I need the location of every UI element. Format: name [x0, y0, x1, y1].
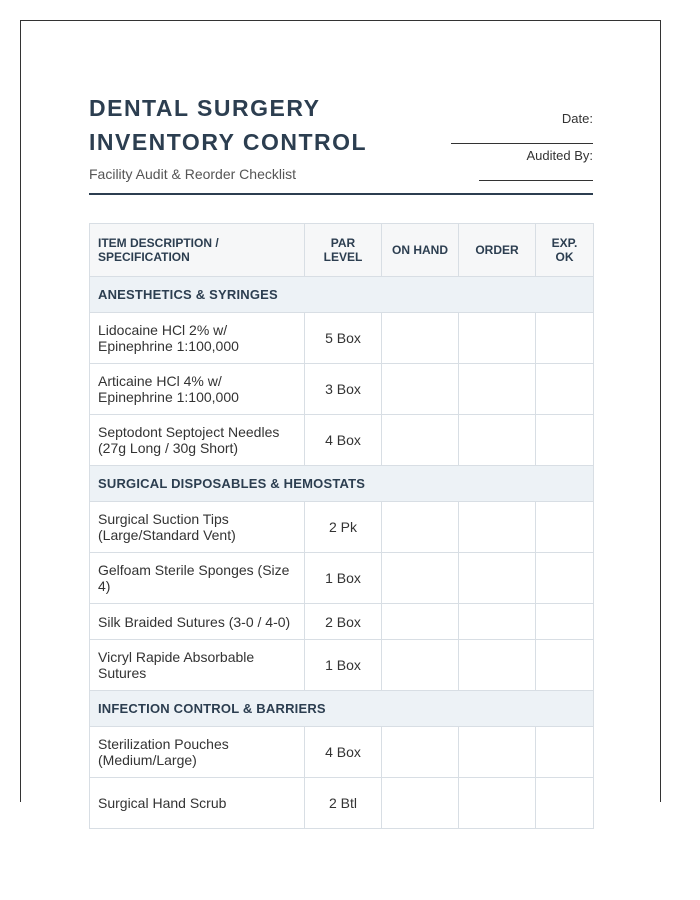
exp-ok-cell[interactable] [536, 553, 594, 604]
exp-ok-cell[interactable] [536, 778, 594, 829]
column-header-order: ORDER [459, 224, 536, 277]
column-header-on-hand: ON HAND [382, 224, 459, 277]
item-description: Septodont Septoject Needles (27g Long / 30g Short) [90, 415, 305, 466]
order-cell[interactable] [459, 640, 536, 691]
date-label: Date: [561, 111, 593, 126]
on-hand-cell[interactable] [382, 313, 459, 364]
inventory-table [89, 223, 594, 829]
table-row [90, 553, 594, 604]
item-description: Surgical Suction Tips (Large/Standard Vent) [90, 502, 305, 553]
order-cell[interactable] [459, 604, 536, 640]
par-level: 3 Box [305, 364, 382, 415]
audit-meta [448, 91, 593, 181]
exp-ok-cell[interactable] [536, 415, 594, 466]
on-hand-cell[interactable] [382, 553, 459, 604]
on-hand-cell[interactable] [382, 640, 459, 691]
on-hand-cell[interactable] [382, 604, 459, 640]
par-level: 2 Pk [305, 502, 382, 553]
table-body [90, 277, 594, 829]
order-cell[interactable] [459, 364, 536, 415]
on-hand-cell[interactable] [382, 415, 459, 466]
date-field[interactable] [451, 143, 593, 144]
item-description: Articaine HCl 4% w/ Epinephrine 1:100,000 [90, 364, 305, 415]
par-level: 2 Btl [305, 778, 382, 829]
item-description: Lidocaine HCl 2% w/ Epinephrine 1:100,000 [90, 313, 305, 364]
column-header-par-level: PAR LEVEL [305, 224, 382, 277]
order-cell[interactable] [459, 313, 536, 364]
table-row [90, 364, 594, 415]
order-cell[interactable] [459, 415, 536, 466]
exp-ok-cell[interactable] [536, 727, 594, 778]
on-hand-cell[interactable] [382, 778, 459, 829]
audited-by-field[interactable] [479, 180, 593, 181]
par-level: 1 Box [305, 553, 382, 604]
item-description: Silk Braided Sutures (3-0 / 4-0) [90, 604, 305, 640]
item-description: Surgical Hand Scrub [90, 778, 305, 829]
item-description: Gelfoam Sterile Sponges (Size 4) [90, 553, 305, 604]
category-row [90, 277, 594, 313]
exp-ok-cell[interactable] [536, 502, 594, 553]
table-row [90, 727, 594, 778]
order-cell[interactable] [459, 553, 536, 604]
category-name: SURGICAL DISPOSABLES & HEMOSTATS [90, 466, 594, 502]
on-hand-cell[interactable] [382, 727, 459, 778]
order-cell[interactable] [459, 502, 536, 553]
exp-ok-cell[interactable] [536, 604, 594, 640]
table-row [90, 313, 594, 364]
table-row [90, 604, 594, 640]
par-level: 1 Box [305, 640, 382, 691]
page-subtitle: Facility Audit & Reorder Checklist [89, 166, 296, 182]
document-page [20, 20, 661, 811]
par-level: 2 Box [305, 604, 382, 640]
exp-ok-cell[interactable] [536, 364, 594, 415]
order-cell[interactable] [459, 727, 536, 778]
on-hand-cell[interactable] [382, 502, 459, 553]
column-header-exp-ok: EXP. OK [536, 224, 594, 277]
item-description: Vicryl Rapide Absorbable Sutures [90, 640, 305, 691]
category-row [90, 466, 594, 502]
category-name: ANESTHETICS & SYRINGES [90, 277, 594, 313]
order-cell[interactable] [459, 778, 536, 829]
exp-ok-cell[interactable] [536, 640, 594, 691]
table-row [90, 502, 594, 553]
category-row [90, 691, 594, 727]
item-description: Sterilization Pouches (Medium/Large) [90, 727, 305, 778]
audited-by-label: Audited By: [526, 148, 593, 163]
table-row [90, 415, 594, 466]
column-header-item-description: ITEM DESCRIPTION / SPECIFICATION [90, 224, 305, 277]
document-header [89, 91, 593, 195]
page-title: DENTAL SURGERY INVENTORY CONTROL [89, 95, 368, 155]
on-hand-cell[interactable] [382, 364, 459, 415]
table-row [90, 778, 594, 829]
table-header [90, 224, 594, 277]
table-row [90, 640, 594, 691]
par-level: 5 Box [305, 313, 382, 364]
exp-ok-cell[interactable] [536, 313, 594, 364]
par-level: 4 Box [305, 727, 382, 778]
category-name: INFECTION CONTROL & BARRIERS [90, 691, 594, 727]
par-level: 4 Box [305, 415, 382, 466]
